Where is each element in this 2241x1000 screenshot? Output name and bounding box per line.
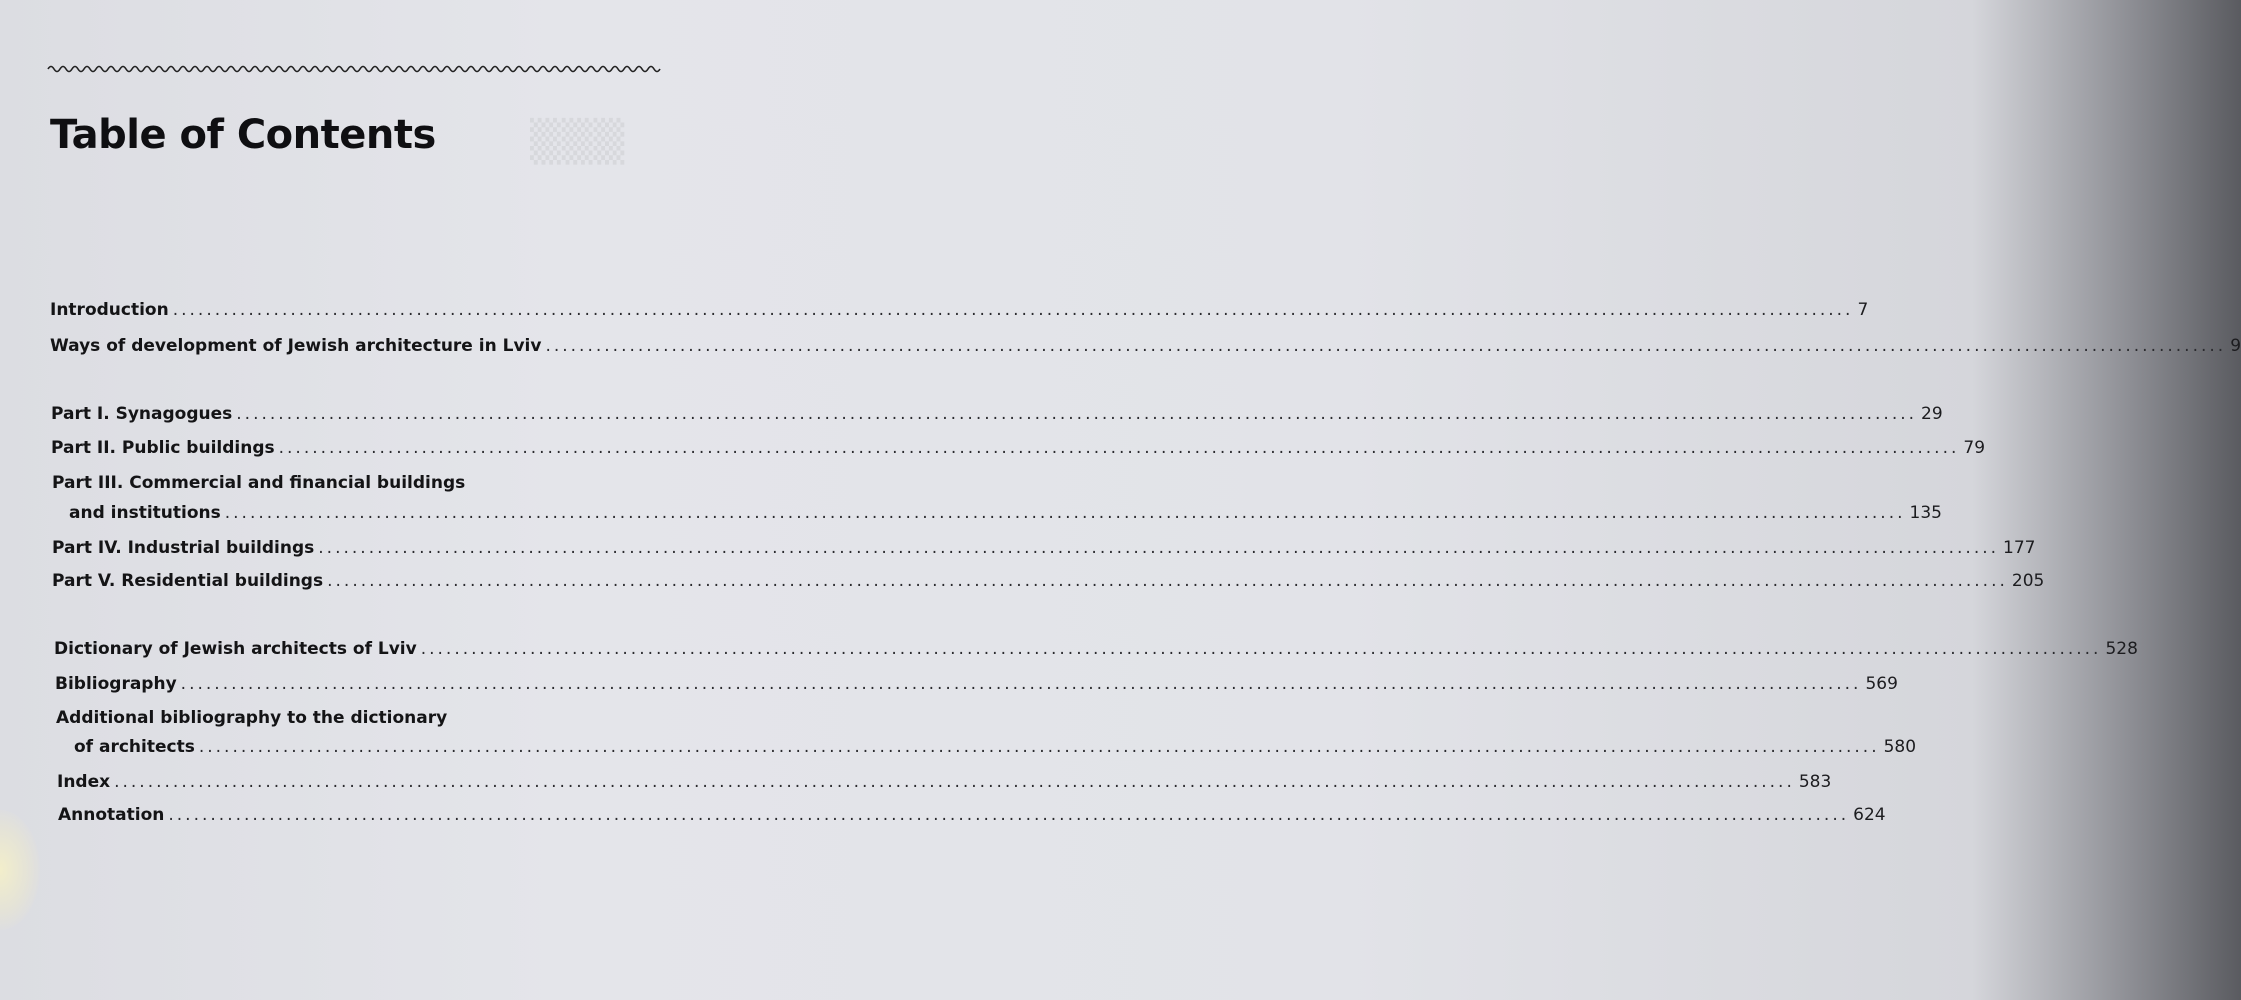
toc-page-number: 135 xyxy=(1909,503,1942,523)
toc-page-number: 569 xyxy=(1865,674,1898,694)
toc-entry-index[interactable] xyxy=(57,771,1832,793)
toc-entry-additional-bibliography-line1[interactable]: Additional bibliography to the dictionary xyxy=(56,708,448,728)
toc-entry-ways-of-development[interactable] xyxy=(50,335,2241,357)
dot-leader: ........................................................................................................................................................................................................ xyxy=(172,300,1854,320)
toc-entry-label: and institutions xyxy=(69,503,221,523)
dot-leader: ........................................................................................................................................................................................................ xyxy=(318,538,2000,558)
toc-entry-label: Part IV. Industrial buildings xyxy=(52,538,315,558)
dot-leader: ........................................................................................................................................................................................................ xyxy=(327,571,2008,591)
toc-page-number: 528 xyxy=(2105,639,2138,659)
dot-leader: ........................................................................................................................................................................................................ xyxy=(168,805,1850,825)
toc-entry-label: Annotation xyxy=(58,805,165,825)
toc-entry-label: Index xyxy=(57,772,111,792)
dot-leader: ........................................................................................................................................................................................................ xyxy=(278,438,1960,458)
toc-entry-label: Bibliography xyxy=(55,674,177,694)
toc-page-number: 7 xyxy=(1857,300,1869,320)
toc-entry-introduction[interactable] xyxy=(50,299,1869,321)
toc-entry-label: Ways of development of Jewish architecture in Lviv xyxy=(50,336,542,356)
toc-page-number: 177 xyxy=(2003,538,2036,558)
dot-leader: ........................................................................................................................................................................................................ xyxy=(224,503,1906,523)
toc-entry-label: Part V. Residential buildings xyxy=(52,571,324,591)
toc-entry-part-3-line1[interactable]: Part III. Commercial and financial buildings xyxy=(52,473,466,493)
toc-page-number: 624 xyxy=(1853,805,1886,825)
toc-entry-dictionary[interactable] xyxy=(54,638,2138,660)
toc-entry-label: Part I. Synagogues xyxy=(51,404,233,424)
dot-leader: ........................................................................................................................................................................................................ xyxy=(180,674,1862,694)
show-through-text: ▒▒▒ xyxy=(530,118,626,165)
toc-entry-annotation[interactable] xyxy=(58,804,1886,826)
dot-leader: ........................................................................................................................................................................................................ xyxy=(198,737,1880,757)
dot-leader: ........................................................................................................................................................................................................ xyxy=(236,404,1918,424)
toc-entry-label: Introduction xyxy=(50,300,169,320)
toc-entry-part-4[interactable] xyxy=(52,537,2036,559)
toc-entry-part-5[interactable] xyxy=(52,570,2045,592)
toc-page-number: 79 xyxy=(1963,438,1986,458)
dot-leader: ........................................................................................................................................................................................................ xyxy=(114,772,1795,792)
dot-leader: ........................................................................................................................................................................................................ xyxy=(545,336,2227,356)
toc-entry-part-3[interactable] xyxy=(69,502,1942,524)
dot-leader: ........................................................................................................................................................................................................ xyxy=(420,639,2102,659)
toc-entry-label: Part II. Public buildings xyxy=(51,438,275,458)
page-title: Table of Contents xyxy=(50,112,436,158)
toc-page-number: 580 xyxy=(1883,737,1917,757)
toc-entry-label: Dictionary of Jewish architects of Lviv xyxy=(54,639,417,659)
toc-entry-additional-bibliography[interactable] xyxy=(74,736,1917,758)
toc-entry-part-2[interactable] xyxy=(51,437,1986,459)
toc-page-number: 29 xyxy=(1921,404,1943,424)
toc-entry-label: of architects xyxy=(74,737,195,757)
toc-page-number: 9 xyxy=(2230,336,2241,356)
toc-page-number: 583 xyxy=(1798,772,1832,792)
toc-entry-bibliography[interactable] xyxy=(55,673,1898,695)
toc-entry-part-1[interactable] xyxy=(51,403,1943,425)
toc-page-number: 205 xyxy=(2011,571,2045,591)
